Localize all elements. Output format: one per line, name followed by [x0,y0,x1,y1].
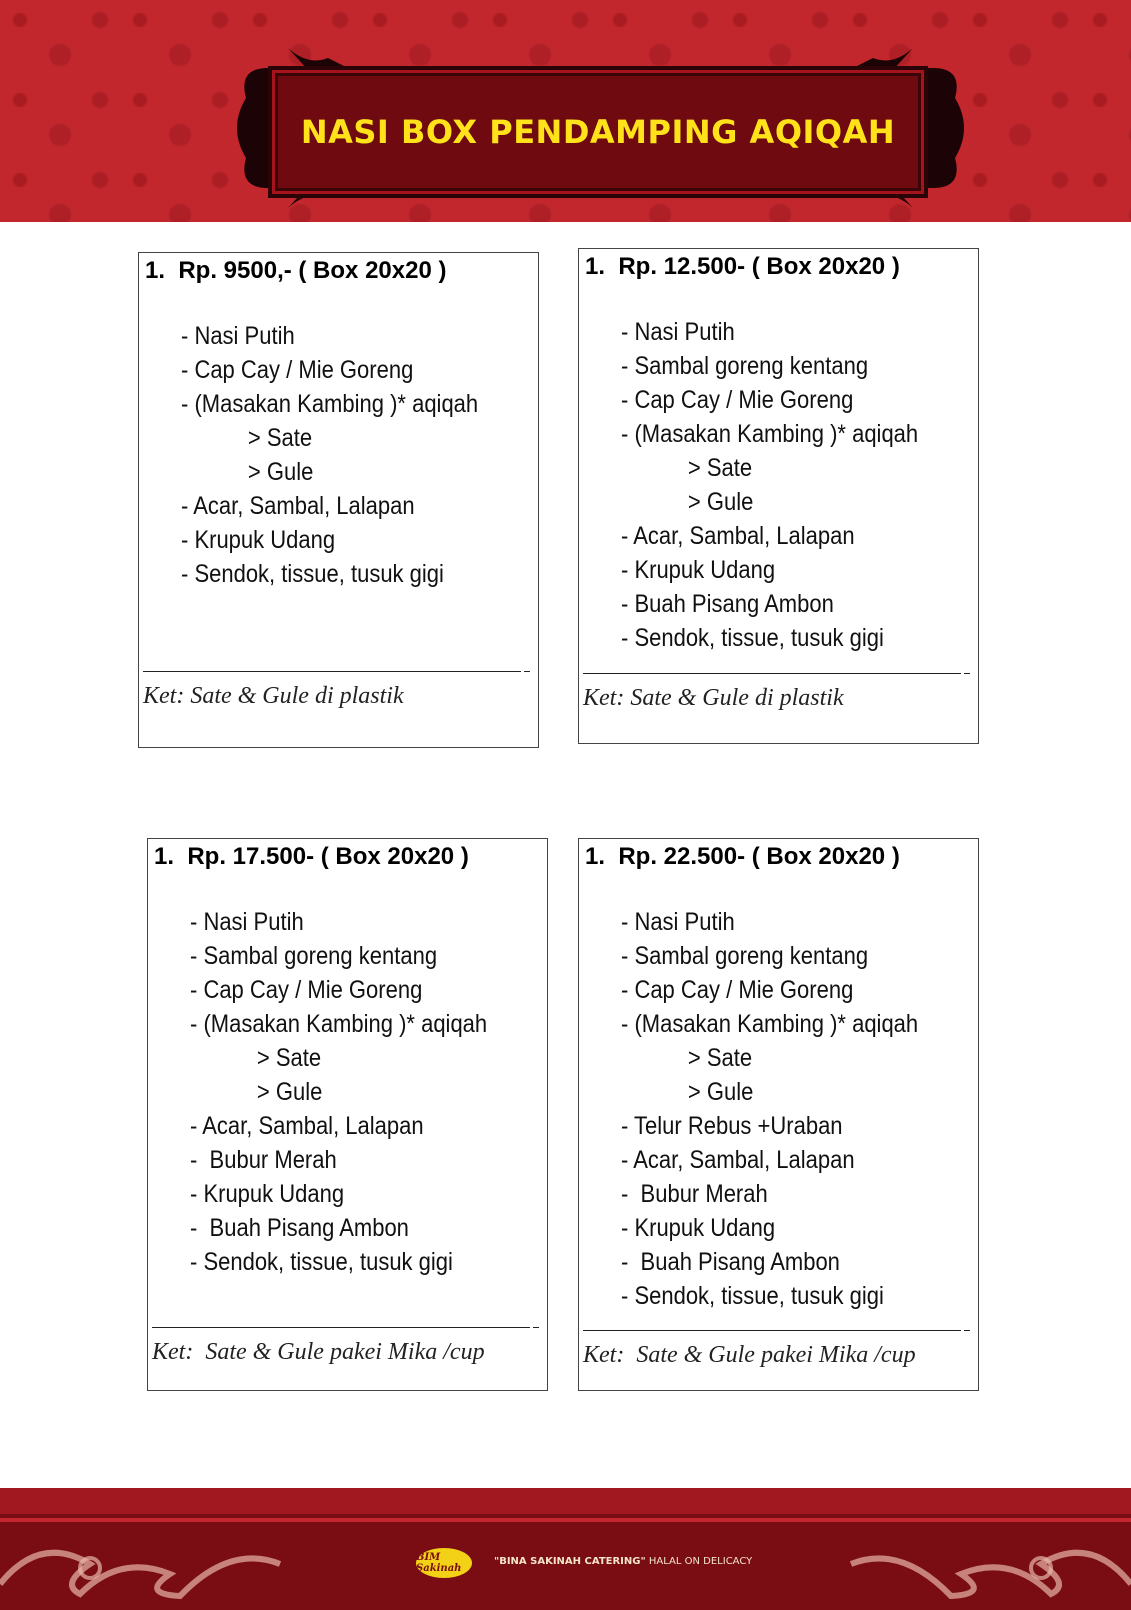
brand-tagline: HALAL ON DELICACY [648,1556,753,1567]
banner-title: NASI BOX PENDAMPING AQIQAH [300,113,896,151]
package-note: Ket: Sate & Gule di plastik [583,685,844,711]
footer-ornament-right-icon [831,1524,1131,1600]
package-item-list [621,905,918,1313]
list-item: - Sambal goreng kentang [621,352,869,380]
brand-logo [416,1548,472,1578]
list-item: - Acar, Sambal, Lalapan [621,522,855,550]
list-item: - Acar, Sambal, Lalapan [190,1112,424,1140]
list-subitem: > Sate [687,1044,753,1072]
list-item: - (Masakan Kambing )* aqiqah [190,1010,488,1038]
list-item: - Sendok, tissue, tusuk gigi [621,624,884,652]
package-note: Ket: Sate & Gule pakei Mika /cup [583,1342,916,1368]
list-item: - Bubur Merah [621,1180,768,1208]
list-item: - Krupuk Udang [181,526,336,554]
list-item: - Sendok, tissue, tusuk gigi [181,560,444,588]
package-item-list [621,315,918,655]
list-item: - Cap Cay / Mie Goreng [181,356,414,384]
divider [152,1327,530,1328]
package-heading: 1. Rp. 12.500- ( Box 20x20 ) [585,253,900,280]
list-subitem: > Gule [687,488,754,516]
package-note: Ket: Sate & Gule pakei Mika /cup [152,1339,485,1365]
list-item: - Cap Cay / Mie Goreng [621,386,854,414]
footer-brand [494,1556,752,1567]
package-heading: 1. Rp. 17.500- ( Box 20x20 ) [154,843,469,870]
list-item: - Acar, Sambal, Lalapan [621,1146,855,1174]
package-card-17500 [147,838,548,1391]
list-item: - Buah Pisang Ambon [190,1214,409,1242]
footer-band [0,1488,1131,1514]
list-item: - (Masakan Kambing )* aqiqah [621,420,919,448]
list-item: - Nasi Putih [181,322,295,350]
list-item: - Krupuk Udang [190,1180,345,1208]
package-card-9500 [138,252,539,748]
list-subitem: > Gule [256,1078,323,1106]
list-item: - Krupuk Udang [621,1214,776,1242]
list-subitem: > Gule [687,1078,754,1106]
package-heading: 1. Rp. 9500,- ( Box 20x20 ) [145,257,447,284]
footer-ornament-left-icon [0,1524,300,1600]
list-item: - Cap Cay / Mie Goreng [190,976,423,1004]
list-item: - Telur Rebus +Uraban [621,1112,843,1140]
list-item: - Bubur Merah [190,1146,337,1174]
logo-text: BIM Sakinah [416,1552,462,1574]
list-item: - Nasi Putih [621,318,735,346]
banner [268,66,928,198]
list-item: - Cap Cay / Mie Goreng [621,976,854,1004]
package-item-list [181,319,478,591]
footer-divider [0,1518,1131,1522]
package-heading: 1. Rp. 22.500- ( Box 20x20 ) [585,843,900,870]
list-item: - Krupuk Udang [621,556,776,584]
divider [583,673,961,674]
list-item: - Buah Pisang Ambon [621,1248,840,1276]
list-item: - Buah Pisang Ambon [621,590,834,618]
package-item-list [190,905,487,1279]
list-item: - Nasi Putih [190,908,304,936]
package-card-22500 [578,838,979,1391]
list-item: - Sendok, tissue, tusuk gigi [190,1248,453,1276]
list-subitem: > Sate [256,1044,322,1072]
list-item: - (Masakan Kambing )* aqiqah [621,1010,919,1038]
list-item: - Sambal goreng kentang [190,942,438,970]
list-item: - Sambal goreng kentang [621,942,869,970]
list-subitem: > Sate [247,424,313,452]
package-note: Ket: Sate & Gule di plastik [143,683,404,709]
brand-name: "BINA SAKINAH CATERING" [494,1556,646,1567]
list-item: - Nasi Putih [621,908,735,936]
list-item: - (Masakan Kambing )* aqiqah [181,390,479,418]
list-item: - Acar, Sambal, Lalapan [181,492,415,520]
list-subitem: > Sate [687,454,753,482]
list-subitem: > Gule [247,458,314,486]
divider [143,671,521,672]
package-card-12500 [578,248,979,744]
divider [583,1330,961,1331]
list-item: - Sendok, tissue, tusuk gigi [621,1282,884,1310]
